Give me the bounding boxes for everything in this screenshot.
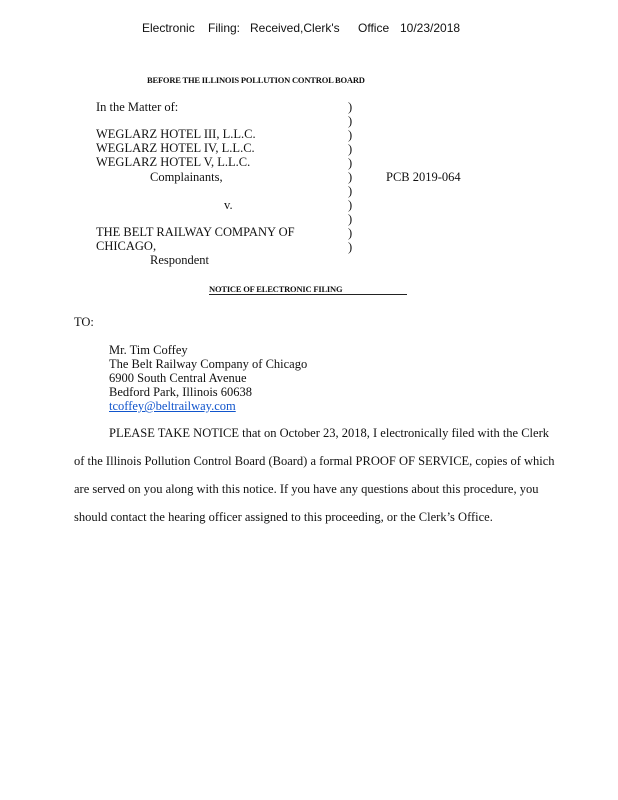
paren: ) (348, 170, 353, 184)
body-line-1: PLEASE TAKE NOTICE that on October 23, 2018, I electronically filed with the Clerk (109, 426, 549, 440)
paren: ) (348, 156, 353, 170)
notice-title-underline (209, 294, 407, 295)
paren: ) (348, 142, 353, 156)
header-office: Office (358, 21, 390, 35)
respondent-label: Respondent (150, 253, 210, 267)
case-number: PCB 2019-064 (386, 170, 461, 184)
versus: v. (224, 198, 233, 212)
header-received: Received,Clerk's (250, 21, 340, 35)
complainants-label: Complainants, (150, 170, 223, 184)
paren: ) (348, 198, 353, 212)
paren: ) (348, 114, 353, 128)
addressee-email-link[interactable]: tcoffey@beltrailway.com (109, 399, 236, 413)
paren: ) (348, 212, 353, 226)
addressee-city: Bedford Park, Illinois 60638 (109, 385, 253, 399)
addressee-company: The Belt Railway Company of Chicago (109, 357, 308, 371)
in-the-matter: In the Matter of: (96, 100, 179, 114)
notice-title: NOTICE OF ELECTRONIC FILING (209, 284, 343, 294)
addressee-name: Mr. Tim Coffey (109, 343, 188, 357)
addressee-street: 6900 South Central Avenue (109, 371, 247, 385)
body-line-4: should contact the hearing officer assigned to this proceeding, or the Clerk’s Office. (74, 510, 493, 524)
complainant-1: WEGLARZ HOTEL III, L.L.C. (96, 127, 256, 141)
header-filing: Filing: (208, 21, 241, 35)
header-electronic: Electronic (142, 21, 195, 35)
complainant-2: WEGLARZ HOTEL IV, L.L.C. (96, 141, 255, 155)
header-date: 10/23/2018 (400, 21, 461, 35)
body-line-2: of the Illinois Pollution Control Board (Board) a formal PROOF OF SERVICE, copies of which (74, 454, 555, 468)
paren: ) (348, 184, 353, 198)
respondent-line-1: THE BELT RAILWAY COMPANY OF (96, 225, 295, 239)
addressee-email-wrap (109, 399, 236, 413)
paren: ) (348, 226, 353, 240)
respondent-line-2: CHICAGO, (96, 239, 157, 253)
to-label: TO: (74, 315, 94, 329)
complainant-3: WEGLARZ HOTEL V, L.L.C. (96, 155, 251, 169)
paren: ) (348, 240, 353, 254)
board-title: BEFORE THE ILLINOIS POLLUTION CONTROL BOARD (147, 75, 365, 85)
body-line-3: are served on you along with this notice. If you have any questions about this procedure, you (74, 482, 539, 496)
paren: ) (348, 100, 353, 114)
paren: ) (348, 128, 353, 142)
